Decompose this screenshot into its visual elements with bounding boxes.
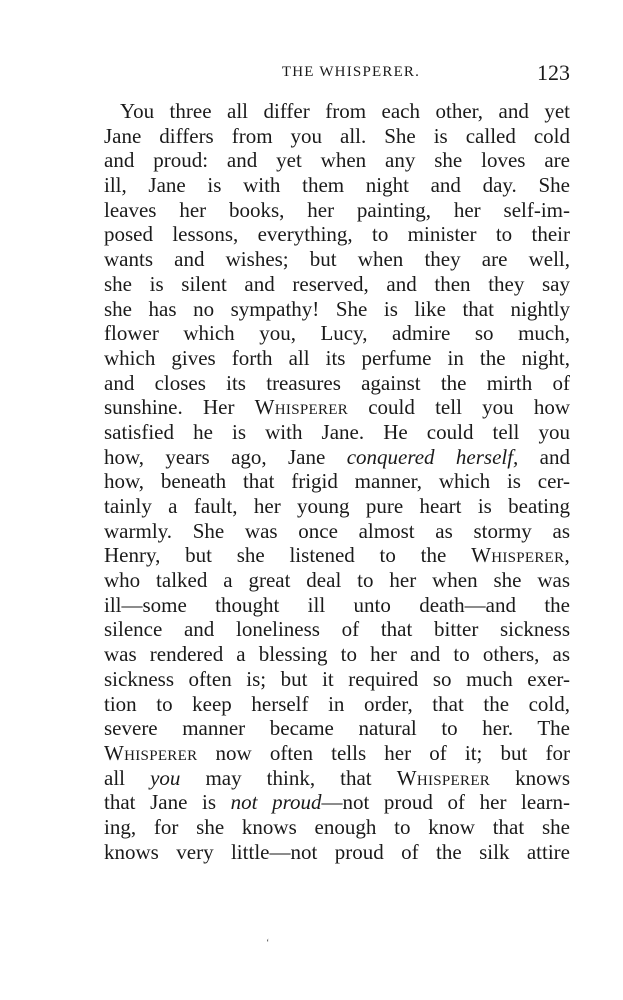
- text-line: [104, 297, 570, 322]
- text-segment: You three all differ from each other, and yet: [120, 99, 570, 123]
- text-segment: flower which you, Lucy, admire so much,: [104, 321, 570, 346]
- text-segment: wants and wishes; but when they are well,: [104, 247, 570, 272]
- text-line: [104, 173, 570, 198]
- italic-text: conquered herself,: [346, 444, 519, 469]
- text-segment: all: [104, 765, 151, 790]
- small-caps-text: Whisperer: [104, 740, 198, 765]
- text-segment: tainly a fault, her young pure heart is beating: [104, 494, 570, 518]
- text-line: [104, 617, 570, 642]
- text-segment: ill, Jane is with them night and day. She: [104, 173, 570, 198]
- text-segment: warmly. She was once almost as stormy as: [104, 518, 570, 543]
- text-segment: could tell you how: [348, 395, 570, 420]
- text-segment: she has no sympathy! She is like that nightly: [104, 296, 570, 321]
- italic-text: not proud: [230, 790, 322, 815]
- text-line: [104, 247, 570, 272]
- text-segment: tion to keep herself in order, that the cold,: [104, 691, 570, 716]
- text-line: [104, 692, 570, 717]
- text-line: [104, 519, 570, 544]
- body-text: [104, 99, 570, 864]
- text-segment: and proud: and yet when any she loves are: [104, 148, 570, 173]
- text-segment: posed lessons, everything, to minister to their: [104, 222, 570, 247]
- text-segment: Henry, but she listened to the: [104, 543, 472, 568]
- text-line: [104, 840, 570, 865]
- text-line: [104, 642, 570, 667]
- text-segment: that Jane is: [104, 790, 231, 815]
- text-line: [104, 790, 570, 815]
- text-segment: —not proud of her learn-: [321, 790, 571, 815]
- text-segment: how, years ago, Jane: [104, 444, 347, 469]
- text-segment: knows very little—not proud of the silk attire: [104, 839, 570, 864]
- text-line: [104, 667, 570, 692]
- italic-text: you: [150, 765, 181, 790]
- text-line: [104, 124, 570, 149]
- text-segment: leaves her books, her painting, her self-im-: [104, 197, 570, 222]
- text-segment: she is silent and reserved, and then they say: [104, 271, 570, 296]
- text-segment: severe manner became natural to her. The: [104, 716, 570, 741]
- text-segment: sunshine. Her: [104, 395, 255, 420]
- text-line: [104, 815, 570, 840]
- small-caps-text: Whisperer: [254, 395, 349, 420]
- text-line: [104, 99, 570, 124]
- running-head: [104, 60, 570, 90]
- text-segment: satisfied he is with Jane. He could tell you: [104, 419, 570, 444]
- text-segment: and closes its treasures against the mirth of: [104, 370, 570, 395]
- text-line: [104, 543, 570, 568]
- text-segment: how, beneath that frigid manner, which is cer-: [104, 469, 570, 494]
- text-line: [104, 420, 570, 445]
- text-line: [104, 321, 570, 346]
- text-line: [104, 395, 570, 420]
- text-segment: ill—some thought ill unto death—and the: [104, 592, 570, 617]
- text-segment: knows: [490, 765, 570, 790]
- text-line: [104, 741, 570, 766]
- text-line: [104, 445, 570, 470]
- page-number: 123: [537, 60, 570, 85]
- text-line: [104, 766, 570, 791]
- text-segment: sickness often is; but it required so much exer-: [104, 666, 570, 691]
- stray-ink-mark: ‘: [266, 938, 270, 949]
- text-line: [104, 469, 570, 494]
- text-line: [104, 198, 570, 223]
- text-line: [104, 568, 570, 593]
- text-line: [104, 593, 570, 618]
- text-segment: Jane differs from you all. She is called cold: [104, 123, 570, 148]
- text-segment: may think, that: [180, 765, 397, 790]
- text-line: [104, 272, 570, 297]
- text-line: [104, 148, 570, 173]
- text-line: [104, 346, 570, 371]
- text-line: [104, 371, 570, 396]
- running-title: THE WHISPERER.: [281, 64, 421, 80]
- small-caps-text: Whisperer,: [471, 543, 570, 568]
- text-segment: and: [518, 444, 570, 469]
- text-segment: who talked a great deal to her when she was: [104, 568, 570, 593]
- text-segment: silence and loneliness of that bitter sickness: [104, 617, 570, 642]
- text-line: [104, 494, 570, 519]
- text-segment: which gives forth all its perfume in the night,: [104, 345, 570, 370]
- text-line: [104, 716, 570, 741]
- text-segment: was rendered a blessing to her and to others, as: [104, 642, 570, 667]
- small-caps-text: Whisperer: [396, 765, 491, 790]
- text-segment: ing, for she knows enough to know that she: [104, 814, 570, 839]
- text-line: [104, 222, 570, 247]
- text-segment: now often tells her of it; but for: [197, 740, 570, 765]
